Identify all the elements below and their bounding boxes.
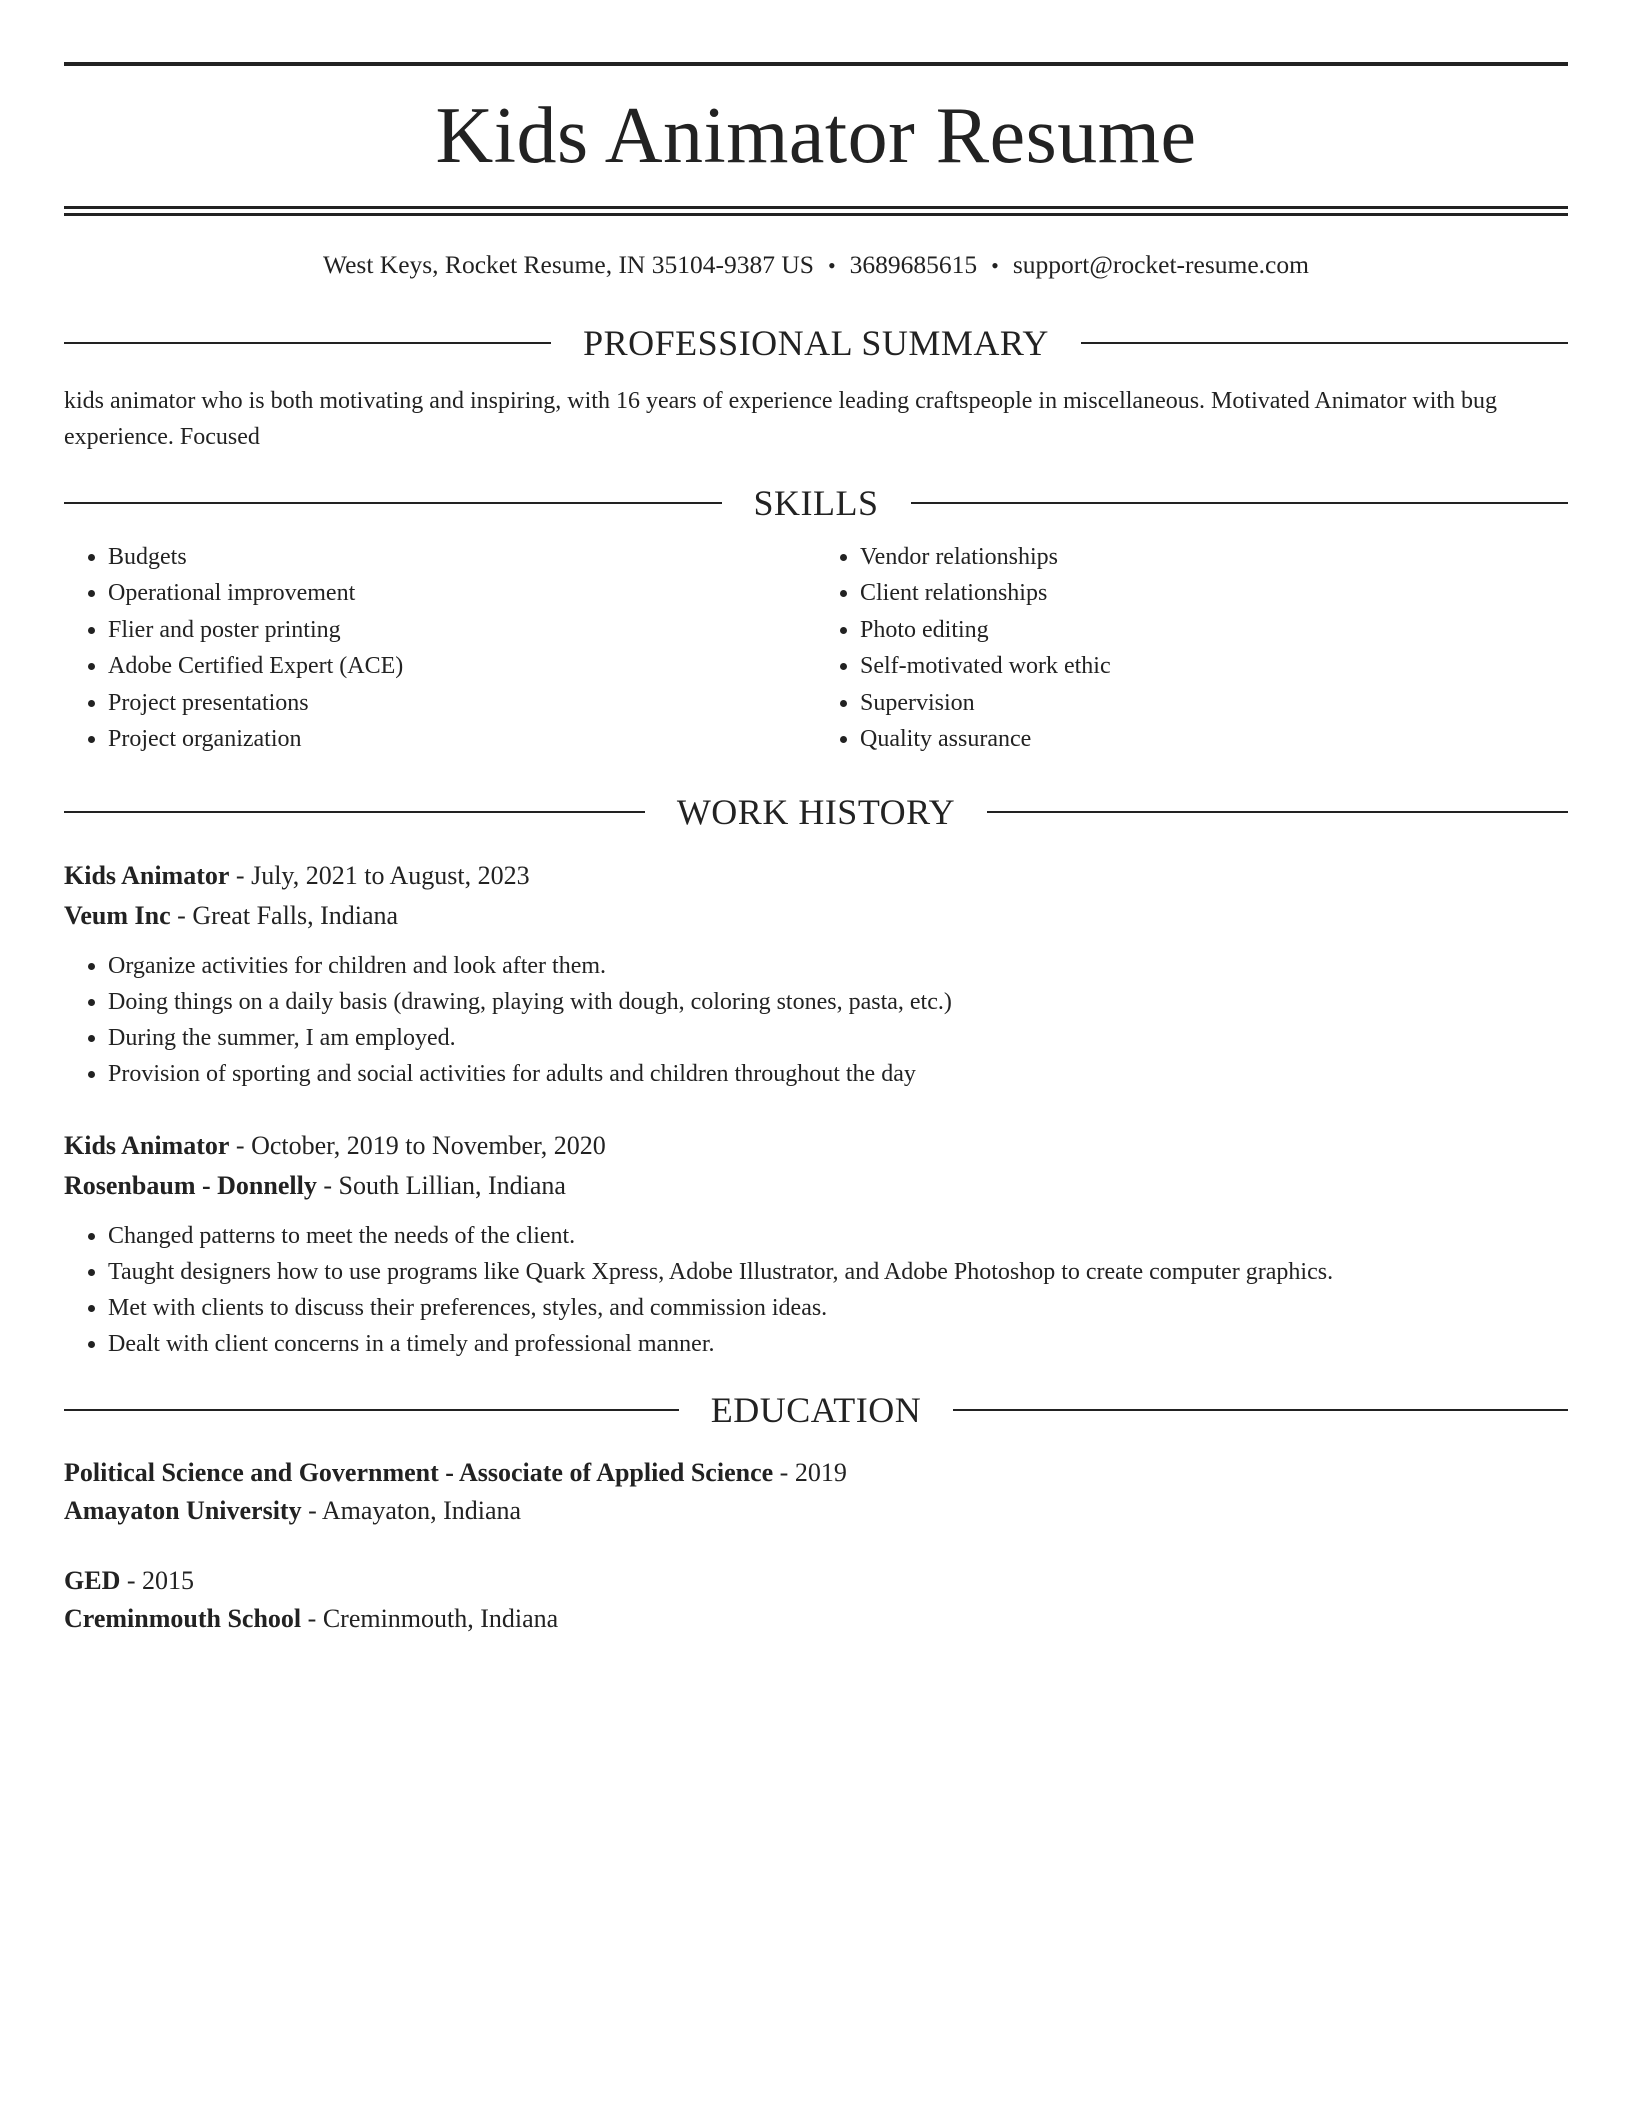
job-bullet: • Provision of sporting and social activities for adults and children throughout the day — [108, 1056, 1568, 1092]
education-degree-line — [64, 1454, 1568, 1492]
education-degree-line — [64, 1562, 1568, 1600]
summary-text: kids animator who is both motivating and inspiring, with 16 years of experience leading craftspeople in miscellaneous. Motivated Animator with bug experience. Focused — [64, 387, 1498, 450]
title-double-rule — [64, 206, 1568, 216]
job-company: Veum Inc — [64, 900, 171, 930]
job-title-line — [64, 856, 1568, 896]
job-bullet: • Taught designers how to use programs like Quark Xpress, Adobe Illustrator, and Adobe Photoshop to create computer graphics. — [108, 1254, 1568, 1290]
job-bullet: • Dealt with client concerns in a timely and professional manner. — [108, 1326, 1568, 1362]
skill-item: • Client relationships — [860, 575, 1568, 612]
education-year: - 2019 — [773, 1457, 847, 1487]
work-section-header — [64, 791, 1568, 832]
job-company-line — [64, 1166, 1568, 1206]
skill-item: • Photo editing — [860, 612, 1568, 649]
education-school-line — [64, 1492, 1568, 1530]
skill-item: • Project presentations — [108, 685, 816, 722]
contact-address: West Keys, Rocket Resume, IN 35104-9387 US — [323, 250, 814, 279]
education-location: - Creminmouth, Indiana — [301, 1603, 559, 1633]
job-title: Kids Animator — [64, 1130, 230, 1160]
skills-section-header — [64, 482, 1568, 523]
job-bullets — [64, 1218, 1568, 1362]
job-bullet: • Organize activities for children and look after them. — [108, 948, 1568, 984]
job-bullet: • Met with clients to discuss their preferences, styles, and commission ideas. — [108, 1290, 1568, 1326]
skills-list — [64, 539, 1568, 758]
section-divider — [64, 1409, 679, 1411]
education-school: Amayaton University — [64, 1495, 302, 1525]
skill-item: • Adobe Certified Expert (ACE) — [108, 648, 816, 685]
skill-item: • Supervision — [860, 685, 1568, 722]
section-divider — [911, 502, 1569, 504]
skill-item: • Flier and poster printing — [108, 612, 816, 649]
job-entry — [64, 1126, 1568, 1362]
job-company: Rosenbaum - Donnelly — [64, 1170, 317, 1200]
skill-item: • Quality assurance — [860, 721, 1568, 758]
job-location: - South Lillian, Indiana — [316, 1170, 566, 1200]
contact-phone: 3689685615 — [849, 250, 978, 279]
job-dates: - July, 2021 to August, 2023 — [229, 860, 530, 890]
education-school: Creminmouth School — [64, 1603, 302, 1633]
education-degree: GED — [64, 1565, 121, 1595]
education-school-line — [64, 1600, 1568, 1638]
skill-item: • Self-motivated work ethic — [860, 648, 1568, 685]
skill-item: • Budgets — [108, 539, 816, 576]
education-year: - 2015 — [120, 1565, 195, 1595]
job-entry — [64, 856, 1568, 1092]
contact-separator: • — [827, 253, 836, 278]
contact-line — [64, 250, 1568, 281]
education-section-header — [64, 1389, 1568, 1430]
skills-column-left — [64, 539, 816, 758]
job-bullet: • Changed patterns to meet the needs of the client. — [108, 1218, 1568, 1254]
section-divider — [64, 502, 722, 504]
job-dates: - October, 2019 to November, 2020 — [229, 1130, 606, 1160]
skills-heading: SKILLS — [753, 482, 879, 523]
work-heading: WORK HISTORY — [676, 791, 956, 832]
education-degree: Political Science and Government - Associate of Applied Science — [64, 1457, 774, 1487]
education-location: - Amayaton, Indiana — [301, 1495, 522, 1525]
contact-email: support@rocket-resume.com — [1012, 250, 1309, 279]
education-heading: EDUCATION — [710, 1389, 922, 1430]
job-title: Kids Animator — [64, 860, 230, 890]
job-title-line — [64, 1126, 1568, 1166]
skill-item: • Project organization — [108, 721, 816, 758]
job-bullet: • During the summer, I am employed. — [108, 1020, 1568, 1056]
section-divider — [64, 342, 551, 344]
education-entry — [64, 1454, 1568, 1530]
skill-item: • Operational improvement — [108, 575, 816, 612]
skill-item: • Vendor relationships — [860, 539, 1568, 576]
education-entry — [64, 1562, 1568, 1638]
section-divider — [1081, 342, 1568, 344]
summary-section-header — [64, 322, 1568, 363]
job-company-line — [64, 896, 1568, 936]
section-divider — [64, 811, 645, 813]
job-bullet: • Doing things on a daily basis (drawing, playing with dough, coloring stones, pasta, etc.) — [108, 984, 1568, 1020]
top-rule — [64, 62, 1568, 66]
job-bullets — [64, 948, 1568, 1092]
section-divider — [953, 1409, 1568, 1411]
contact-separator: • — [991, 253, 999, 278]
page-title: Kids Animator Resume — [435, 92, 1197, 180]
summary-heading: PROFESSIONAL SUMMARY — [583, 322, 1049, 363]
job-location: - Great Falls, Indiana — [170, 900, 399, 930]
skills-column-right — [816, 539, 1568, 758]
section-divider — [987, 811, 1568, 813]
